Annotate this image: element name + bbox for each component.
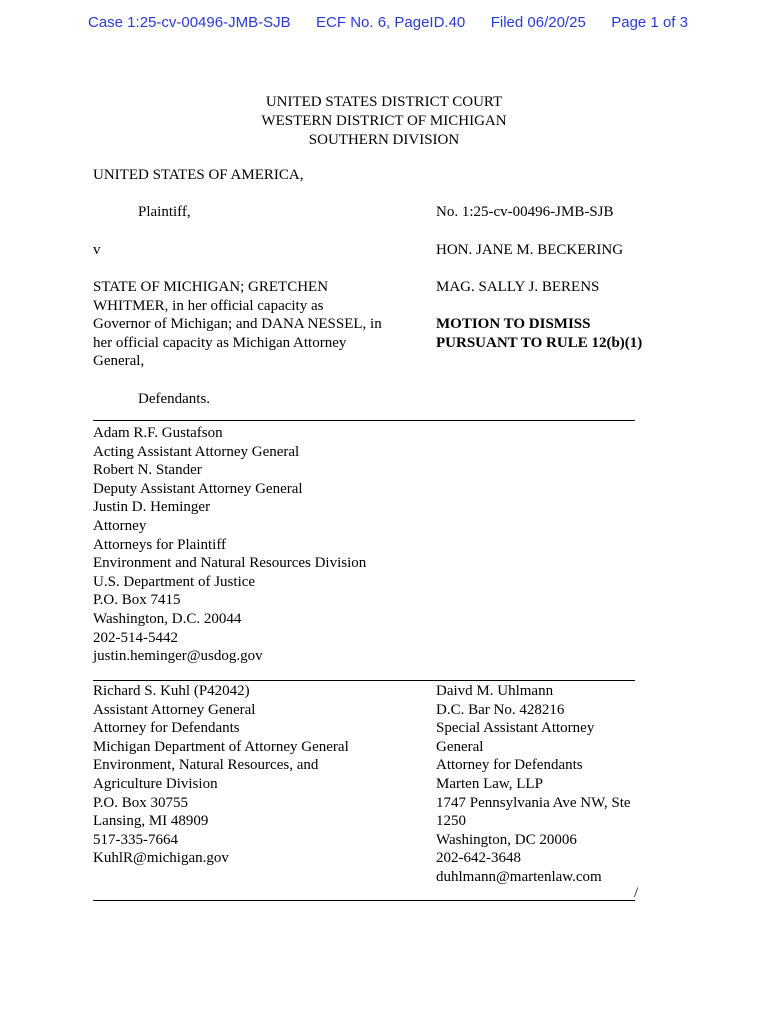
counsel-line: Agriculture Division (93, 775, 218, 792)
court-line: SOUTHERN DIVISION (308, 132, 460, 148)
counsel-line: Marten Law, LLP (436, 775, 543, 792)
defendants-line: STATE OF MICHIGAN; GRETCHEN (93, 279, 329, 295)
counsel-line: Assistant Attorney General (93, 701, 256, 718)
counsel-line: Environment, Natural Resources, and (93, 757, 319, 774)
counsel-line: 517-335-7664 (93, 831, 178, 848)
counsel-email: justin.heminger@usdog.gov (93, 648, 263, 665)
defense-counsel-left-block (93, 682, 423, 868)
counsel-line: D.C. Bar No. 428216 (436, 701, 565, 718)
court-line: WESTERN DISTRICT OF MICHIGAN (261, 113, 507, 129)
counsel-line: Richard S. Kuhl (P42042) (93, 683, 250, 699)
page-count-header: Page 1 of 3 (611, 14, 688, 31)
counsel-line: 1747 Pennsylvania Ave NW, Ste (436, 794, 631, 811)
defendants-line: WHITMER, in her official capacity as (93, 297, 324, 314)
end-mark: / (634, 885, 639, 901)
counsel-email: duhlmann@martenlaw.com (436, 868, 602, 885)
counsel-line: U.S. Department of Justice (93, 573, 256, 590)
defendants-line: Governor of Michigan; and DANA NESSEL, in (93, 316, 382, 333)
versus: v (93, 242, 101, 258)
counsel-line: Attorneys for Plaintiff (93, 536, 227, 553)
defendants-names (93, 278, 423, 371)
counsel-line: P.O. Box 7415 (93, 592, 181, 609)
divider-rule (93, 420, 635, 421)
counsel-email: KuhlR@michigan.gov (93, 850, 229, 867)
motion-title (436, 315, 686, 352)
counsel-line: Special Assistant Attorney (436, 720, 595, 737)
judge-name: HON. JANE M. BECKERING (436, 242, 624, 258)
case-number: No. 1:25-cv-00496-JMB-SJB (436, 204, 614, 220)
counsel-line: 1250 (436, 813, 466, 830)
motion-title-line: PURSUANT TO RULE 12(b)(1) (436, 334, 643, 351)
counsel-line: Acting Assistant Attorney General (93, 443, 300, 460)
counsel-line: Deputy Assistant Attorney General (93, 480, 303, 497)
magistrate-name: MAG. SALLY J. BERENS (436, 279, 600, 295)
counsel-line: 202-514-5442 (93, 629, 178, 646)
divider-rule (93, 900, 635, 901)
counsel-line: Daivd M. Uhlmann (436, 683, 554, 699)
counsel-line: Michigan Department of Attorney General (93, 738, 349, 755)
counsel-line: Adam R.F. Gustafson (93, 425, 223, 441)
counsel-line: Washington, D.C. 20044 (93, 610, 242, 627)
counsel-line: P.O. Box 30755 (93, 794, 189, 811)
court-line: UNITED STATES DISTRICT COURT (265, 94, 503, 110)
counsel-line: Washington, DC 20006 (436, 831, 577, 848)
plaintiff-role: Plaintiff, (138, 204, 191, 220)
defendants-line: her official capacity as Michigan Attorney (93, 334, 347, 351)
counsel-line: Environment and Natural Resources Division (93, 555, 367, 572)
motion-title-line: MOTION TO DISMISS (436, 316, 591, 332)
counsel-line: 202-642-3648 (436, 850, 521, 867)
plaintiff-name: UNITED STATES OF AMERICA, (93, 167, 304, 183)
counsel-line: Attorney (93, 517, 147, 534)
counsel-line: Attorney for Defendants (93, 720, 240, 737)
defendants-line: General, (93, 353, 145, 370)
counsel-line: General (436, 738, 484, 755)
counsel-line: Lansing, MI 48909 (93, 813, 209, 830)
defense-counsel-right-block (436, 682, 696, 887)
counsel-line: Justin D. Heminger (93, 499, 211, 516)
divider-rule (93, 680, 635, 681)
case-number-header: Case 1:25-cv-00496-JMB-SJB (88, 14, 291, 31)
page-header (88, 14, 688, 31)
ecf-pageid-header: ECF No. 6, PageID.40 (316, 14, 466, 31)
filed-date-header: Filed 06/20/25 (490, 14, 586, 31)
counsel-line: Robert N. Stander (93, 462, 202, 479)
defendants-role: Defendants. (138, 391, 211, 407)
plaintiff-counsel-block (93, 424, 493, 666)
counsel-line: Attorney for Defendants (436, 757, 583, 774)
court-title (0, 93, 768, 150)
